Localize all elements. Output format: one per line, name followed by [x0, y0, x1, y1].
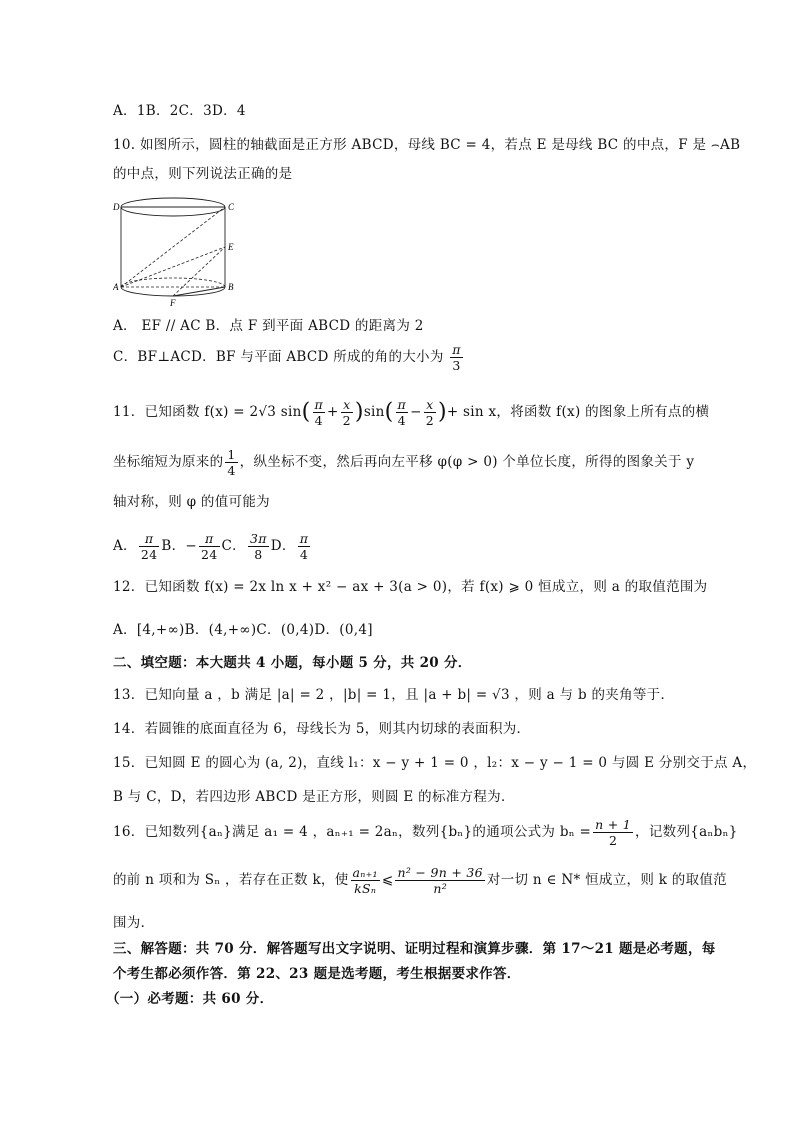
section3-heading-line2: 个考生都必须作答．第 22、23 题是选考题，考生根据要求作答． — [113, 966, 521, 982]
q15-line1: 15．已知圆 E 的圆心为 (a, 2)，直线 l₁：x − y + 1 = 0 ，l₂：x − y − 1 = 0 与圆 E 分别交于点 A， — [113, 755, 757, 771]
label-e: E — [228, 242, 234, 252]
q16-line1: 16．已知数列{aₙ}满足 a₁ = 4 ，aₙ₊₁ = 2aₙ，数列{bₙ}的通项公式为 bₙ = $\frac{n + 1}{2}$ ，记数列{aₙbₙ} — [113, 817, 738, 848]
q13: 13．已知向量 a ，b 满足 |a| = 2 ，|b| = 1，且 |a + b| = √3 ，则 a 与 b 的夹角等于． — [113, 687, 675, 703]
label-f: F — [170, 298, 176, 307]
q15-line2: B 与 C，D，若四边形 ABCD 是正方形，则圆 E 的标准方程为． — [113, 789, 515, 805]
q10-options-cd — [113, 340, 465, 374]
q9-options: A．1B．2C．3D．4 — [113, 103, 246, 119]
q10-stem-line1: 10. 如图所示，圆柱的轴截面是正方形 ABCD，母线 BC = 4，若点 E 是母线 BC 的中点，F 是 ⌢AB — [113, 137, 741, 153]
q11-options: A． $\frac{\pi}{24}$ B．− $\frac{\pi}{24}$ C． $\frac{3\pi}{8}$ D． $\frac{\pi}{4}$ — [113, 531, 309, 562]
label-a: A — [113, 282, 119, 292]
label-c: C — [228, 202, 235, 212]
section2-heading: 二、填空题：本大题共 4 小题，每小题 5 分，共 20 分． — [113, 655, 472, 671]
q10-options-ab: A． EF // AC B．点 F 到平面 ABCD 的距离为 2 — [113, 318, 424, 334]
label-d: D — [113, 202, 120, 212]
q12-options: A．[4,+∞)B．(4,+∞)C．(0,4)D．(0,4] — [113, 622, 373, 638]
q10-options-cd-text: C．BF⊥ACD．BF 与平面 ABCD 所成的角的大小为 — [113, 349, 444, 365]
q16-line3: 围为． — [113, 915, 155, 931]
q10-stem-line2: 的中点，则下列说法正确的是 — [113, 166, 293, 182]
q12-stem: 12．已知函数 f(x) = 2x ln x + x² − ax + 3(a > 0)，若 f(x) ⩾ 0 恒成立，则 a 的取值范围为 — [113, 579, 708, 595]
bottom-ellipse-front — [121, 287, 225, 296]
section3-heading-line1: 三、解答题：共 70 分．解答题写出文字说明、证明过程和演算步骤．第 17～21 题是必考题，每 — [113, 941, 716, 957]
q16-line2: 的前 n 项和为 Sₙ ，若存在正数 k，使 $\frac{\text{aₙ₊₁}}{\text{kSₙ}}$ ⩽ $\frac{\text{n² − 9n + 36}}{\text{n²}}$ 对一切 n ∈ N* 恒成立，则 k 的取值范 — [113, 865, 727, 896]
q11-stem-line3: 轴对称，则 φ 的值可能为 — [113, 494, 270, 510]
segment-ac — [121, 207, 225, 287]
q11-stem-line2: 坐标缩短为原来的 $\frac{1}{4}$ ，纵坐标不变，然后再向左平移 φ(φ > 0) 个单位长度，所得的图象关于 y — [113, 447, 695, 478]
label-b: B — [228, 282, 234, 292]
section3-subheading: （一）必考题：共 60 分． — [106, 991, 274, 1007]
fraction-pi-3: $\frac{\pi}{3}$ — [452, 342, 461, 373]
cylinder-figure — [113, 195, 243, 307]
q11-stem-line1: 11．已知函数 f(x) = 2√3 sin( $\frac{\pi}{4}$ + $\frac{x}{2}$ )sin( $\frac{\pi}{4}$ − $\frac{x}{2}$ )+ sin x，将函数 f(x) 的图象上所有点的横 — [113, 397, 710, 428]
segment-ae — [121, 247, 225, 287]
bottom-ellipse-back — [121, 278, 225, 287]
q14: 14．若圆锥的底面直径为 6，母线长为 5，则其内切球的表面积为． — [113, 721, 531, 737]
